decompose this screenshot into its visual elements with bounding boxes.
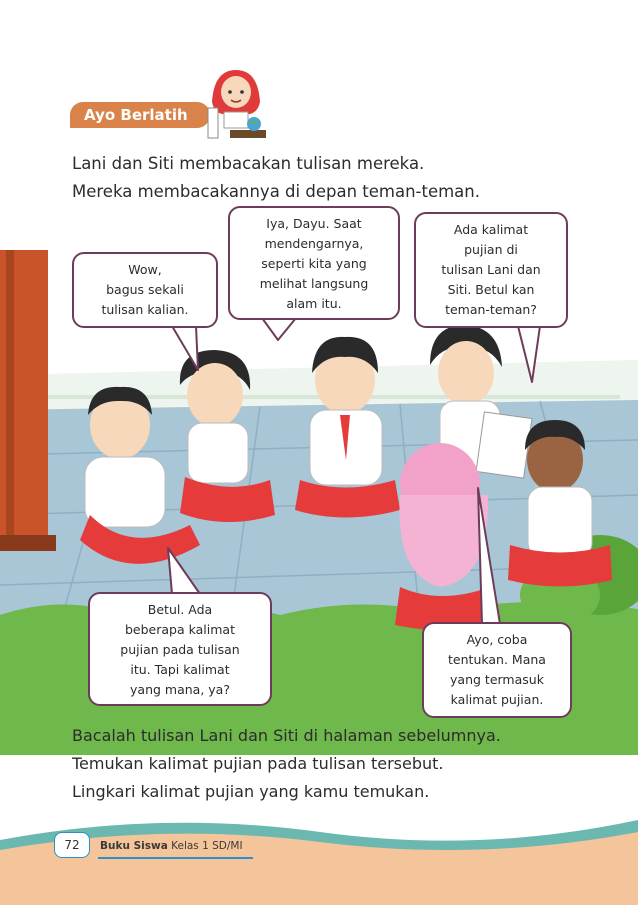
intro-line: Lani dan Siti membacakan tulisan mereka. (72, 154, 425, 173)
section-badge: Ayo Berlatih (70, 102, 210, 128)
intro-line: Mereka membacakannya di depan teman-teman. (72, 182, 480, 201)
speech-bubble-wow: Wow, bagus sekali tulisan kalian. (72, 252, 218, 328)
book-label-underline (98, 857, 253, 859)
instruction-line: Temukan kalimat pujian pada tulisan tersebut. (72, 754, 444, 773)
instruction-line: Lingkari kalimat pujian yang kamu temukan. (72, 782, 430, 801)
speech-bubble-ayo: Ayo, coba tentukan. Mana yang termasuk kalimat pujian. (422, 622, 572, 718)
page-number: 72 (54, 832, 90, 858)
instruction-line: Bacalah tulisan Lani dan Siti di halaman sebelumnya. (72, 726, 501, 745)
speech-bubble-iya: Iya, Dayu. Saat mendengarnya, seperti kita yang melihat langsung alam itu. (228, 206, 400, 320)
speech-bubble-ada: Ada kalimat pujian di tulisan Lani dan Siti. Betul kan teman-teman? (414, 212, 568, 328)
speech-bubble-betul: Betul. Ada beberapa kalimat pujian pada tulisan itu. Tapi kalimat yang mana, ya? (88, 592, 272, 706)
book-label: Buku Siswa Kelas 1 SD/MI (100, 840, 243, 852)
